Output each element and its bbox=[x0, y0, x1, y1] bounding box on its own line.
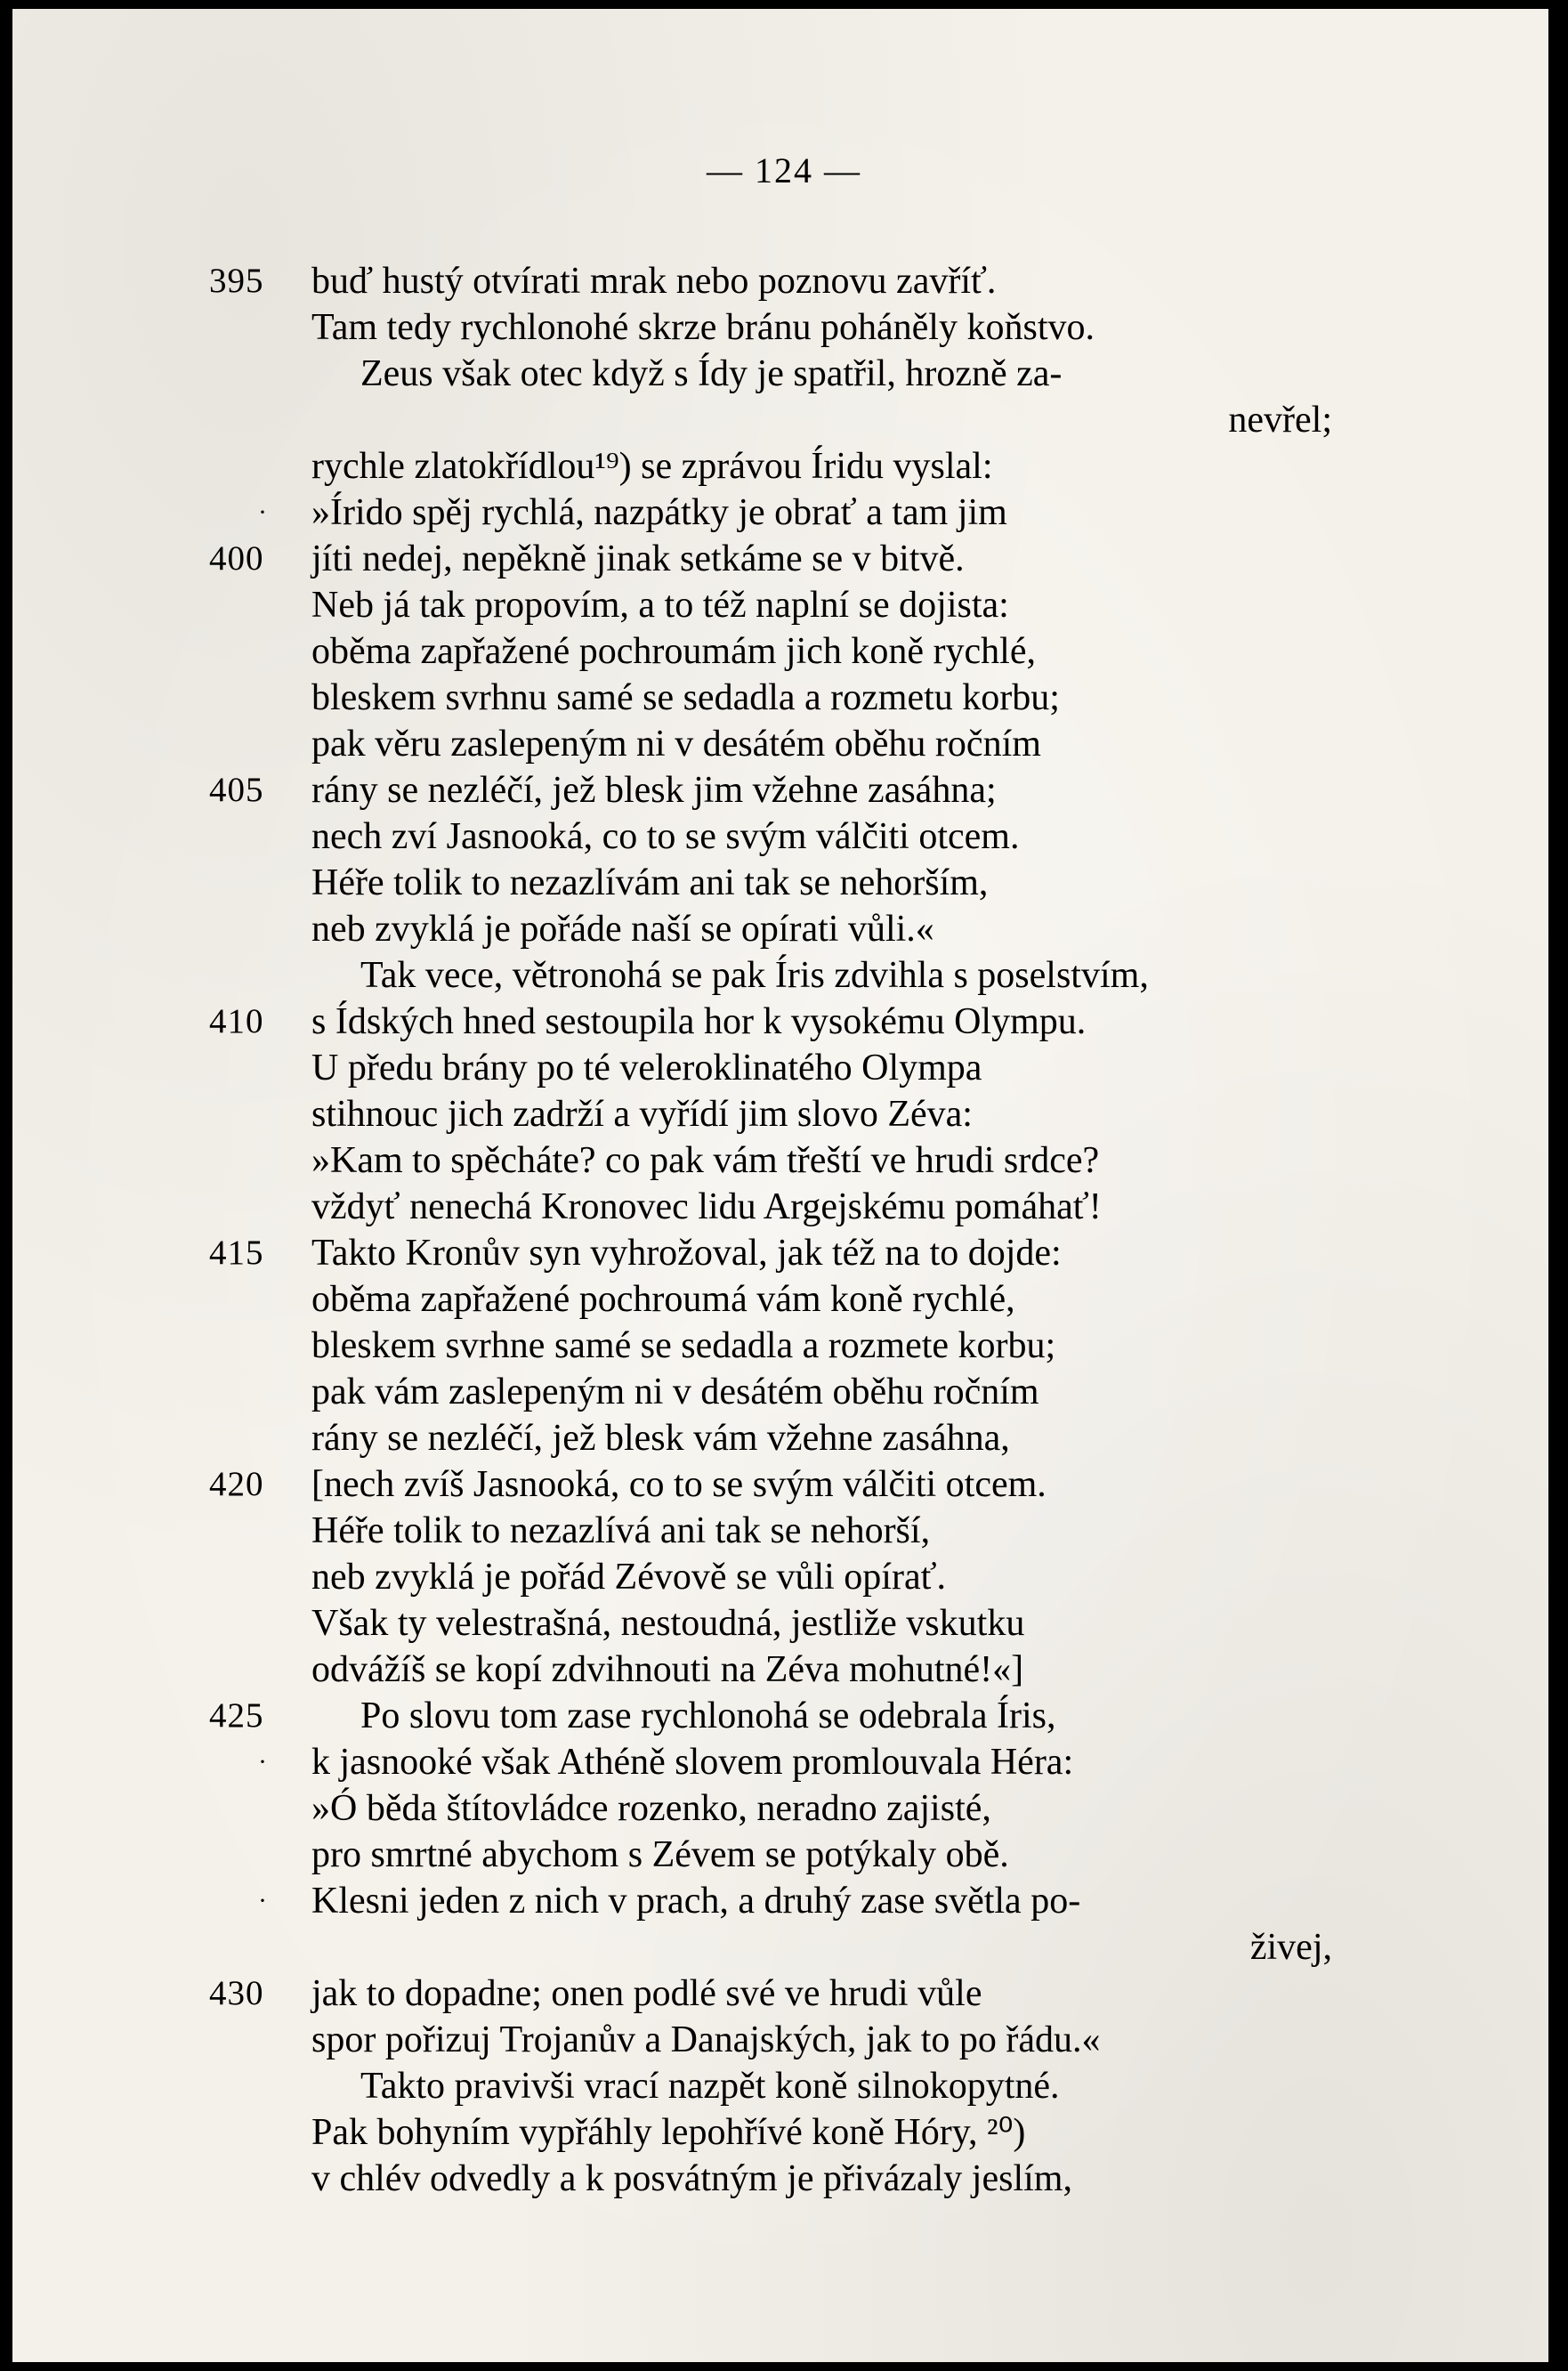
verse-line-text: rány se nezléčí, jež blesk jim vžehne zasáhna; bbox=[311, 770, 997, 811]
verse-line bbox=[0, 1137, 1568, 1184]
verse-line bbox=[0, 2109, 1568, 2156]
verse-line-text: Takto Kronův syn vyhrožoval, jak též na to dojde: bbox=[311, 1233, 1062, 1274]
verse-line-text: »Kam to spěcháte? co pak vám třeští ve hrudi srdce? bbox=[311, 1140, 1100, 1181]
verse-line bbox=[0, 767, 1568, 813]
verse-line bbox=[0, 1924, 1568, 1970]
verse-line bbox=[0, 721, 1568, 767]
verse-line bbox=[0, 1600, 1568, 1647]
verse-line bbox=[0, 1832, 1568, 1878]
line-number: 405 bbox=[209, 771, 264, 809]
verse-line bbox=[0, 2063, 1568, 2109]
verse-line-text: buď hustý otvírati mrak nebo poznovu zavříť. bbox=[311, 261, 997, 302]
verse-line-text: Neb já tak propovím, a to též naplní se dojista: bbox=[311, 585, 1009, 626]
verse-line bbox=[0, 1091, 1568, 1137]
verse-line bbox=[0, 1415, 1568, 1461]
margin-mark: · bbox=[258, 1886, 267, 1915]
verse-line bbox=[0, 258, 1568, 304]
verse-line bbox=[0, 443, 1568, 490]
verse-line-text: oběma zapřažené pochroumám jich koně rychlé, bbox=[311, 631, 1036, 672]
verse-line bbox=[0, 675, 1568, 721]
verse-line bbox=[0, 952, 1568, 999]
verse-line-text: rány se nezléčí, jež blesk vám vžehne zasáhna, bbox=[311, 1418, 1010, 1459]
verse-line-text: Však ty velestrašná, nestoudná, jestliže vskutku bbox=[311, 1603, 1025, 1644]
verse-line-text: spor pořizuj Trojanův a Danajských, jak to po řádu.« bbox=[311, 2019, 1101, 2060]
verse-line bbox=[0, 1461, 1568, 1508]
verse-line-text: neb zvyklá je pořád Zévově se vůli opírať. bbox=[311, 1557, 947, 1598]
verse-line-text: Klesni jeden z nich v prach, a druhý zase světla po- bbox=[311, 1881, 1081, 1922]
verse-line-text: k jasnooké však Athéně slovem promlouvala Héra: bbox=[311, 1742, 1074, 1783]
verse-line-text: stihnouc jich zadrží a vyřídí jim slovo Zéva: bbox=[311, 1094, 973, 1135]
verse-line bbox=[0, 304, 1568, 351]
verse-line bbox=[0, 860, 1568, 906]
verse-line-text: odvážíš se kopí zdvihnouti na Zéva mohutné!«] bbox=[311, 1649, 1024, 1690]
verse-line-text: pak věru zaslepeným ni v desátém oběhu ročním bbox=[311, 724, 1041, 765]
verse-line bbox=[0, 906, 1568, 952]
verse-line-text: neb zvyklá je pořáde naší se opírati vůli.« bbox=[311, 909, 934, 950]
verse-line-text: »Ó běda štítovládce rozenko, neradno zajisté, bbox=[311, 1788, 991, 1829]
verse-line-text: pro smrtné abychom s Zévem se potýkaly obě. bbox=[311, 1834, 1009, 1875]
verse-line bbox=[0, 1323, 1568, 1369]
verse-line-text: Takto pravivši vrací nazpět koně silnokopytné. bbox=[360, 2066, 1060, 2107]
line-number: 415 bbox=[209, 1234, 264, 1272]
verse-line-text: bleskem svrhnu samé se sedadla a rozmetu korbu; bbox=[311, 677, 1060, 718]
page-number: — 124 — bbox=[707, 150, 861, 190]
verse-line bbox=[0, 1554, 1568, 1600]
verse-line-text: rychle zlatokřídlou¹⁹) se zprávou Íridu vyslal: bbox=[311, 446, 993, 487]
verse-line-text: pak vám zaslepeným ni v desátém oběhu ročním bbox=[311, 1372, 1039, 1412]
verse-line bbox=[0, 1276, 1568, 1323]
margin-mark: · bbox=[258, 1747, 267, 1776]
line-number: 420 bbox=[209, 1465, 264, 1503]
verse-line-text: [nech zvíš Jasnooká, co to se svým válčiti otcem. bbox=[311, 1464, 1047, 1505]
verse-line-text: Zeus však otec když s Ídy je spatřil, hrozně za- bbox=[360, 353, 1063, 394]
verse-line-text: živej, bbox=[1249, 1927, 1332, 1968]
verse-line-text: jak to dopadne; onen podlé své ve hrudi vůle bbox=[311, 1973, 982, 2014]
verse-line bbox=[0, 2156, 1568, 2202]
verse-line-text: nevřel; bbox=[1228, 400, 1332, 441]
verse-line bbox=[0, 490, 1568, 536]
verse-line-text: U předu brány po té veleroklinatého Olympa bbox=[311, 1048, 982, 1088]
verse-line-text: bleskem svrhne samé se sedadla a rozmete korbu; bbox=[311, 1325, 1056, 1366]
verse-line-text: v chlév odvedly a k posvátným je přivázaly jeslím, bbox=[311, 2158, 1072, 2199]
margin-mark: · bbox=[258, 498, 267, 527]
verse-line-text: oběma zapřažené pochroumá vám koně rychlé, bbox=[311, 1279, 1015, 1320]
verse-line bbox=[0, 1970, 1568, 2017]
verse-line bbox=[0, 536, 1568, 582]
verse-line bbox=[0, 351, 1568, 397]
verse-line bbox=[0, 1878, 1568, 1924]
verse-line bbox=[0, 582, 1568, 628]
verse-line-text: Tak vece, větronohá se pak Íris zdvihla s poselstvím, bbox=[360, 955, 1149, 996]
verse-line-text: Héře tolik to nezazlívá ani tak se nehorší, bbox=[311, 1510, 931, 1551]
verse-line bbox=[0, 2017, 1568, 2063]
verse-line-text: jíti nedej, nepěkně jinak setkáme se v bitvě. bbox=[311, 538, 965, 579]
verse-line bbox=[0, 1369, 1568, 1415]
verse-line bbox=[0, 1647, 1568, 1693]
verse-line bbox=[0, 999, 1568, 1045]
verse-line bbox=[0, 1230, 1568, 1276]
line-number: 400 bbox=[209, 539, 264, 578]
verse-line bbox=[0, 1508, 1568, 1554]
line-number: 395 bbox=[209, 262, 264, 300]
line-number: 410 bbox=[209, 1002, 264, 1040]
verse-line bbox=[0, 1785, 1568, 1832]
verse-line-text: vždyť nenechá Kronovec lidu Argejskému pomáhať! bbox=[311, 1186, 1102, 1227]
verse-line bbox=[0, 813, 1568, 860]
verse-line-text: s Ídských hned sestoupila hor k vysokému Olympu. bbox=[311, 1001, 1087, 1042]
verse-line bbox=[0, 397, 1568, 443]
verse-line-text: Tam tedy rychlonohé skrze bránu poháněly koňstvo. bbox=[311, 307, 1095, 348]
verse-line bbox=[0, 1045, 1568, 1091]
verse-line bbox=[0, 1184, 1568, 1230]
verse-line bbox=[0, 1739, 1568, 1785]
verse-line-text: Po slovu tom zase rychlonohá se odebrala Íris, bbox=[360, 1695, 1056, 1736]
line-number: 425 bbox=[209, 1696, 264, 1735]
line-number: 430 bbox=[209, 1974, 264, 2012]
verse-text bbox=[0, 258, 1568, 2202]
verse-line-text: Héře tolik to nezazlívám ani tak se nehorším, bbox=[311, 862, 989, 903]
verse-line-text: Pak bohyním vypřáhly lepohřívé koně Hóry, ²⁰) bbox=[311, 2112, 1026, 2153]
verse-line-text: »Írido spěj rychlá, nazpátky je obrať a tam jim bbox=[311, 492, 1007, 533]
verse-line bbox=[0, 1693, 1568, 1739]
verse-line bbox=[0, 628, 1568, 675]
verse-line-text: nech zví Jasnooká, co to se svým válčiti otcem. bbox=[311, 816, 1020, 857]
